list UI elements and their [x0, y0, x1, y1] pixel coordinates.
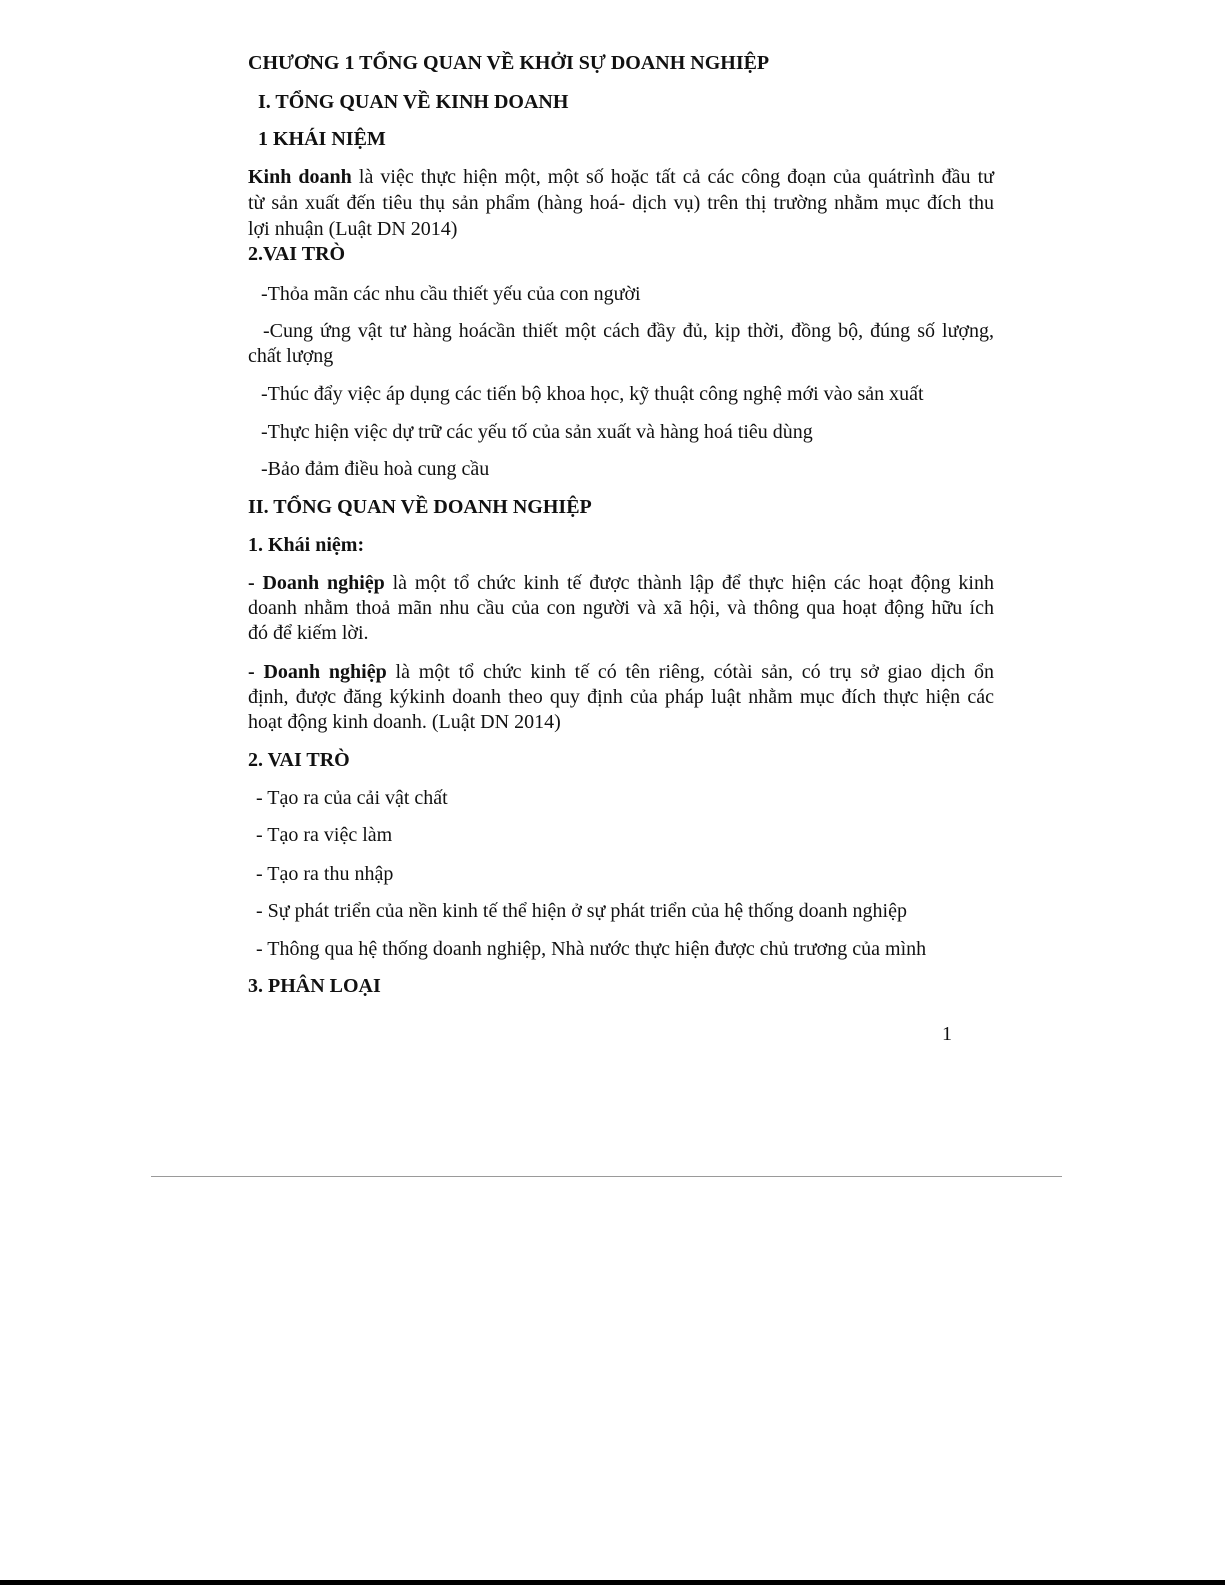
enterprise-definition-1-line-1: - Doanh nghiệp là một tổ chức kinh tế được thành lập để thực hiện các hoạt động kinh — [248, 572, 994, 594]
section-1-sub-2-heading: 2.VAI TRÒ — [248, 243, 346, 265]
page-separator — [151, 1176, 1062, 1177]
enterprise-role-item: - Sự phát triển của nền kinh tế thể hiện ở sự phát triển của hệ thống doanh nghiệp — [256, 900, 907, 922]
section-1-sub-1-heading: 1 KHÁI NIỆM — [258, 128, 386, 150]
enterprise-definition-1-line-3: đó để kiếm lời. — [248, 622, 369, 644]
business-definition-line-1: Kinh doanh là việc thực hiện một, một số hoặc tất cả các công đoạn của quátrình đầu tư — [248, 166, 994, 188]
business-role-item: -Thỏa mãn các nhu cầu thiết yếu của con người — [261, 283, 641, 305]
business-definition-line-3: lợi nhuận (Luật DN 2014) — [248, 218, 458, 240]
section-2-sub-1-heading: 1. Khái niệm: — [248, 534, 365, 556]
section-2-heading: II. TỔNG QUAN VỀ DOANH NGHIỆP — [248, 496, 592, 518]
enterprise-role-item: - Tạo ra việc làm — [256, 824, 393, 846]
business-role-item: -Thực hiện việc dự trữ các yếu tố của sản xuất và hàng hoá tiêu dùng — [261, 421, 813, 443]
enterprise-definition-2-line-3: hoạt động kinh doanh. (Luật DN 2014) — [248, 711, 561, 733]
enterprise-term: Doanh nghiệp — [263, 661, 387, 683]
enterprise-definition-2-line-2: định, được đăng kýkinh doanh theo quy định của pháp luật nhằm mục đích thực hiện các — [248, 686, 994, 708]
business-term: Kinh doanh — [248, 166, 352, 188]
section-1-heading: I. TỔNG QUAN VỀ KINH DOANH — [258, 91, 569, 113]
section-2-sub-2-heading: 2. VAI TRÒ — [248, 749, 350, 771]
business-role-item: -Bảo đảm điều hoà cung cầu — [261, 458, 490, 480]
enterprise-role-item: - Thông qua hệ thống doanh nghiệp, Nhà nước thực hiện được chủ trương của mình — [256, 938, 927, 960]
business-role-item-continued: chất lượng — [248, 345, 334, 367]
business-definition-line-2: từ sản xuất đến tiêu thụ sản phẩm (hàng hoá- dịch vụ) trên thị trường nhằm mục đích thu — [248, 192, 994, 214]
enterprise-definition-2-line-1: - Doanh nghiệp là một tổ chức kinh tế có tên riêng, cótài sản, có trụ sở giao dịch ổn — [248, 661, 994, 683]
chapter-title: CHƯƠNG 1 TỔNG QUAN VỀ KHỞI SỰ DOANH NGHIỆP — [248, 52, 770, 74]
business-role-item: -Cung ứng vật tư hàng hoácần thiết một cách đầy đủ, kịp thời, đồng bộ, đúng số lượng, — [263, 320, 994, 342]
bottom-edge — [0, 1580, 1225, 1585]
section-2-sub-3-heading: 3. PHÂN LOẠI — [248, 975, 381, 997]
business-role-item: -Thúc đẩy việc áp dụng các tiến bộ khoa học, kỹ thuật công nghệ mới vào sản xuất — [261, 383, 924, 405]
enterprise-term: Doanh nghiệp — [262, 572, 385, 594]
enterprise-role-item: - Tạo ra của cải vật chất — [256, 787, 448, 809]
enterprise-role-item: - Tạo ra thu nhập — [256, 863, 394, 885]
enterprise-definition-1-line-2: doanh nhằm thoả mãn nhu cầu của con người và xã hội, và thông qua hoạt động hữu ích — [248, 597, 994, 619]
page-number: 1 — [942, 1023, 952, 1045]
